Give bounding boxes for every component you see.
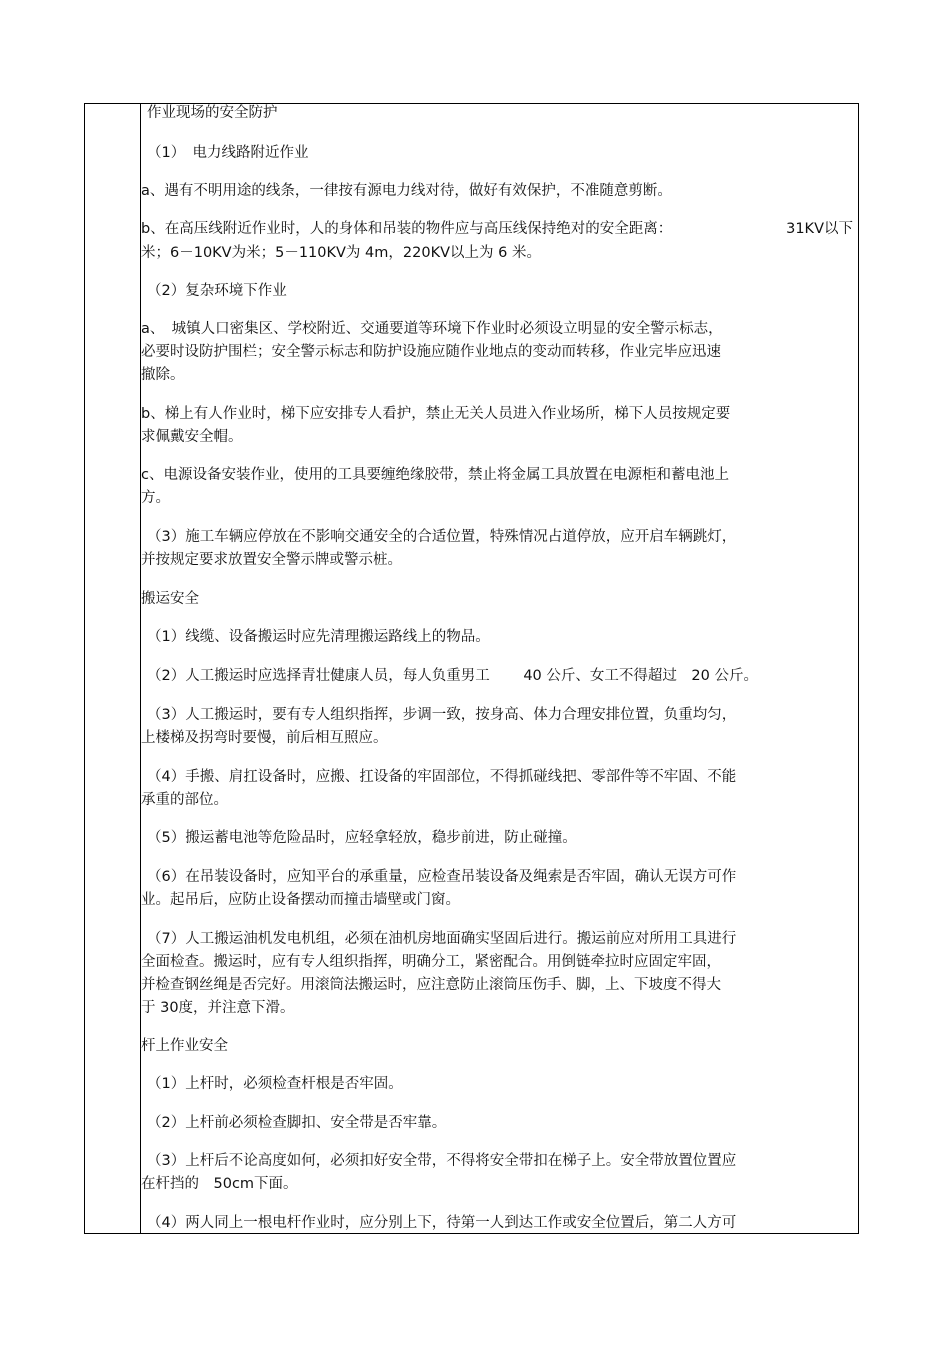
text-line: （2）人工搬运时应选择青壮健康人员，每人负重男工 40 公斤、女工不得超过 20 公斤。	[147, 668, 758, 684]
text-line: 并按规定要求放置安全警示牌或警示桩。	[141, 552, 402, 568]
text-line: （4）两人同上一根电杆作业时，应分别上下，待第一人到达工作或安全位置后，第二人方可	[147, 1215, 737, 1231]
text-line: （5）搬运蓄电池等危险品时，应轻拿轻放，稳步前进，防止碰撞。	[147, 830, 577, 846]
text-line: 全面检查。搬运时，应有专人组织指挥，明确分工，紧密配合。用倒链牵拉时应固定牢固，	[141, 954, 721, 970]
text-line: 作业现场的安全防护	[147, 105, 278, 121]
text-line: a、 城镇人口密集区、学校附近、交通要道等环境下作业时必须设立明显的安全警示标志，	[141, 321, 723, 337]
text-line: （2）上杆前必须检查脚扣、安全带是否牢靠。	[147, 1115, 447, 1131]
text-line: （3）施工车辆应停放在不影响交通安全的合适位置，特殊情况占道停放，应开启车辆跳灯，	[147, 529, 737, 545]
text-line: a、遇有不明用途的线条，一律按有源电力线对待，做好有效保护，不准随意剪断。	[141, 183, 672, 199]
text-line: （3）上杆后不论高度如何，必须扣好安全带，不得将安全带扣在梯子上。安全带放置位置应	[147, 1153, 737, 1169]
text-line: 31KV以下	[786, 221, 853, 237]
text-line: 撤除。	[141, 367, 185, 383]
text-line: 业。起吊后，应防止设备摆动而撞击墙壁或门窗。	[141, 892, 460, 908]
text-line: 上楼梯及拐弯时要慢，前后相互照应。	[141, 730, 388, 746]
text-line: （1）线缆、设备搬运时应先清理搬运路线上的物品。	[147, 629, 490, 645]
text-line: 必要时设防护围栏；安全警示标志和防护设施应随作业地点的变动而转移，作业完毕应迅速	[141, 344, 721, 360]
safety-content	[141, 103, 857, 1234]
text-line: （4）手搬、肩扛设备时，应搬、扛设备的牢固部位，不得抓碰线把、零部件等不牢固、不能	[147, 769, 737, 785]
text-line: 在杆挡的 50cm下面。	[141, 1176, 298, 1192]
text-line: （6）在吊装设备时，应知平台的承重量，应检查吊装设备及绳索是否牢固，确认无误方可作	[147, 869, 737, 885]
text-line: 求佩戴安全帽。	[141, 429, 243, 445]
text-line: （1） 电力线路附近作业	[147, 145, 309, 161]
text-line: （2）复杂环境下作业	[147, 283, 287, 299]
text-line: 承重的部位。	[141, 792, 228, 808]
text-line: b、梯上有人作业时，梯下应安排专人看护，禁止无关人员进入作业场所，梯下人员按规定要	[141, 406, 731, 422]
text-line: b、在高压线附近作业时，人的身体和吊装的物件应与高压线保持绝对的安全距离：	[141, 221, 673, 237]
section-heading: 搬运安全	[141, 591, 199, 607]
text-line: 并检查钢丝绳是否完好。用滚筒法搬运时，应注意防止滚筒压伤手、脚，上、下坡度不得大	[141, 977, 721, 993]
text-line: （3）人工搬运时，要有专人组织指挥，步调一致，按身高、体力合理安排位置，负重均匀，	[147, 707, 737, 723]
text-line: c、电源设备安装作业，使用的工具要缠绝缘胶带，禁止将金属工具放置在电源柜和蓄电池上	[141, 467, 729, 483]
text-line: 方。	[141, 490, 170, 506]
text-line: 米；6－10KV为米；5－110KV为 4m，220KV以上为 6 米。	[141, 245, 541, 261]
text-line: （1）上杆时，必须检查杆根是否牢固。	[147, 1076, 403, 1092]
section-heading: 杆上作业安全	[141, 1038, 228, 1054]
text-line: 于 30度，并注意下滑。	[141, 1000, 295, 1016]
text-line: （7）人工搬运油机发电机组，必须在油机房地面确实坚固后进行。搬运前应对所用工具进行	[147, 931, 737, 947]
